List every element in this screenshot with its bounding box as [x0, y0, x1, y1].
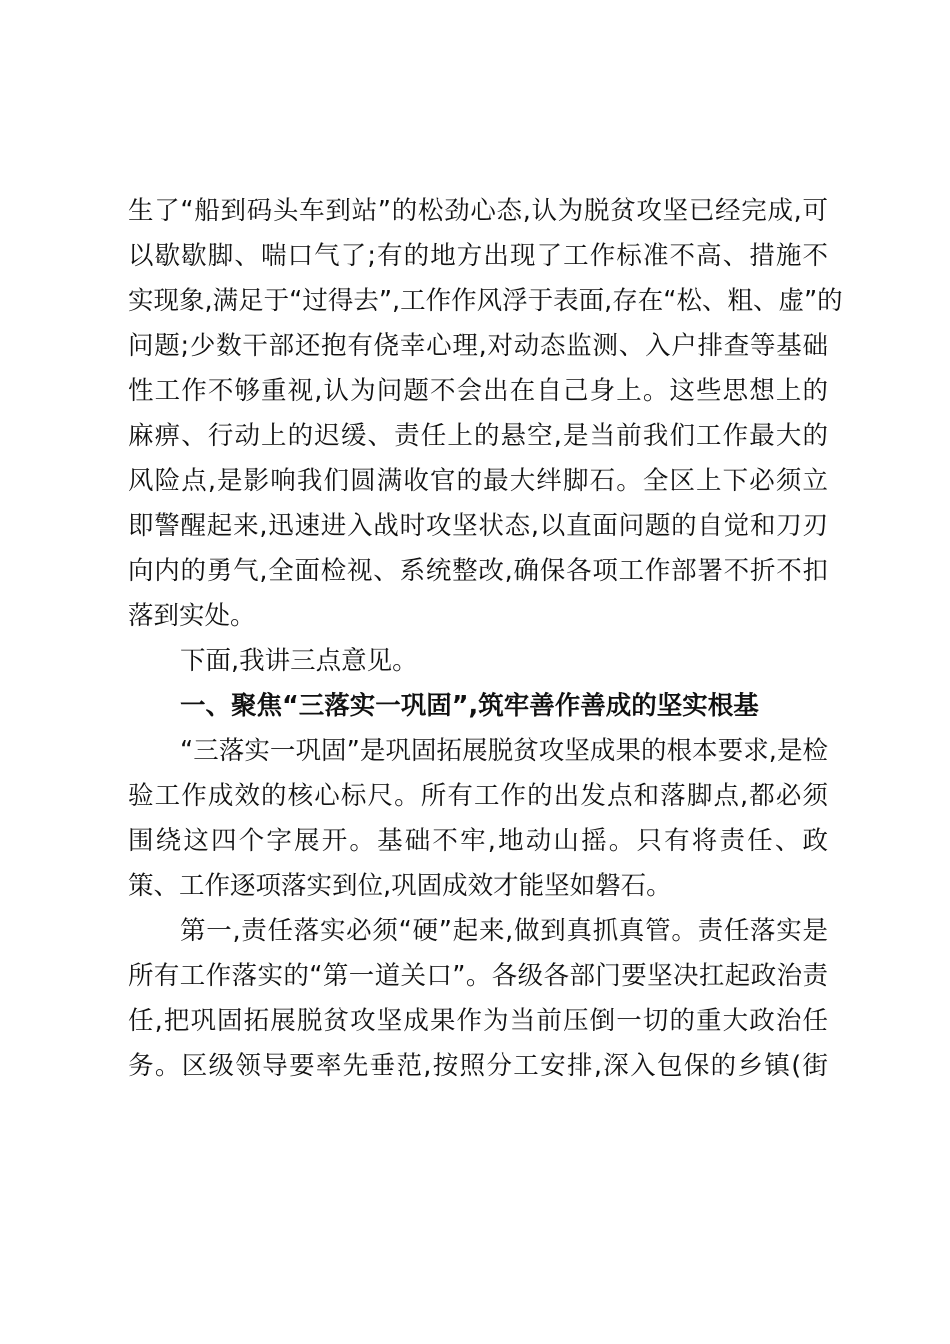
text-line: 第一,责任落实必须“硬”起来,做到真抓真管。责任落实是 — [180, 916, 828, 946]
paragraph — [128, 909, 828, 1089]
paragraph — [128, 189, 843, 639]
text-line: 以歇歇脚、喘口气了;有的地方出现了工作标准不高、措施不 — [128, 241, 828, 271]
text-line: 任,把巩固拓展脱贫攻坚成果作为当前压倒一切的重大政治任 — [128, 1006, 828, 1036]
text-line: 下面,我讲三点意见。 — [180, 646, 418, 676]
text-line: 麻痹、行动上的迟缓、责任上的悬空,是当前我们工作最大的 — [128, 421, 828, 451]
text-line: 务。区级领导要率先垂范,按照分工安排,深入包保的乡镇(街 — [128, 1051, 828, 1081]
text-line: 向内的勇气,全面检视、系统整改,确保各项工作部署不折不扣 — [128, 556, 828, 586]
section-heading — [128, 684, 828, 729]
text-line: 实现象,满足于“过得去”,工作作风浮于表面,存在“松、粗、虚”的 — [128, 286, 843, 316]
paragraph — [128, 639, 828, 684]
text-line: 生了“船到码头车到站”的松劲心态,认为脱贫攻坚已经完成,可 — [128, 196, 828, 226]
document-body — [128, 189, 843, 1089]
text-line: 风险点,是影响我们圆满收官的最大绊脚石。全区上下必须立 — [128, 466, 828, 496]
text-line: 即警醒起来,迅速进入战时攻坚状态,以直面问题的自觉和刀刃 — [128, 511, 828, 541]
paragraph — [128, 729, 828, 909]
text-line: 策、工作逐项落实到位,巩固成效才能坚如磐石。 — [128, 871, 672, 901]
text-line: 验工作成效的核心标尺。所有工作的出发点和落脚点,都必须 — [128, 781, 828, 811]
text-line: “三落实一巩固”是巩固拓展脱贫攻坚成果的根本要求,是检 — [180, 736, 828, 766]
text-line: 性工作不够重视,认为问题不会出在自己身上。这些思想上的 — [128, 376, 828, 406]
text-line: 问题;少数干部还抱有侥幸心理,对动态监测、入户排查等基础 — [128, 331, 828, 361]
text-line: 落到实处。 — [128, 601, 256, 631]
heading-text: 一、聚焦“三落实一巩固”,筑牢善作善成的坚实根基 — [180, 691, 759, 721]
text-line: 所有工作落实的“第一道关口”。各级各部门要坚决扛起政治责 — [128, 961, 828, 991]
text-line: 围绕这四个字展开。基础不牢,地动山摇。只有将责任、政 — [128, 826, 828, 856]
